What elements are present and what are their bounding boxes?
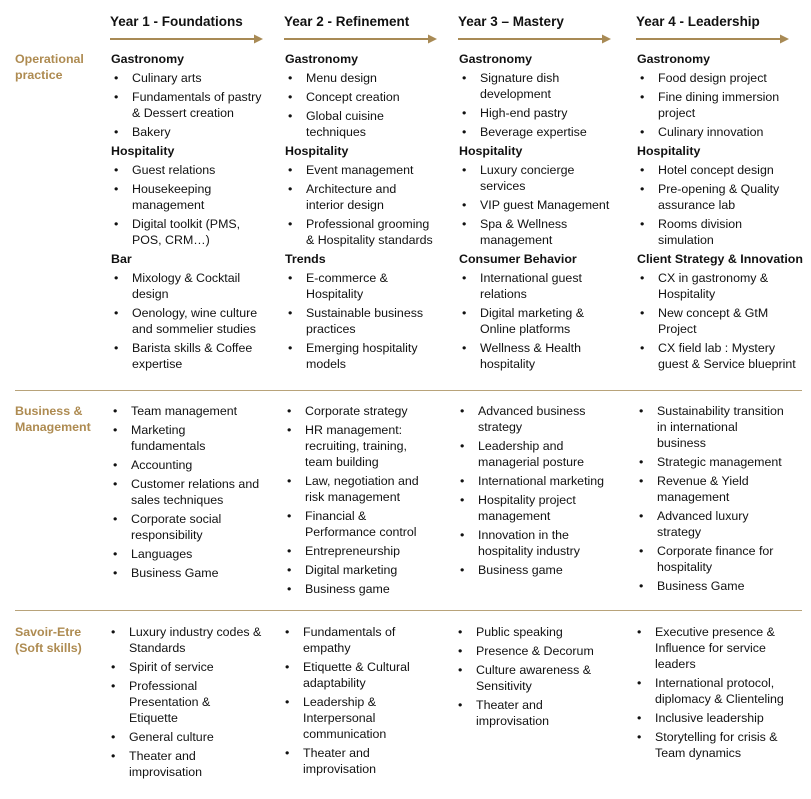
list-item-text: • High-end pastry (480, 106, 568, 120)
year-1-arrow (110, 33, 264, 45)
list-item (634, 675, 808, 707)
list-item-text: Online platforms (480, 322, 571, 336)
section-divider (15, 390, 802, 391)
list-item (457, 473, 627, 489)
list-item (636, 543, 808, 575)
operational-year-4 (637, 51, 809, 375)
list-item-text: expertise (132, 357, 183, 371)
list-item-text: • Business Game (131, 566, 219, 580)
bullet-list (457, 403, 627, 578)
list-item (459, 305, 629, 337)
list-item-text: • Culinary innovation (658, 125, 764, 139)
list-item-text: • Inclusive leadership (655, 711, 764, 725)
list-item-text: • Emerging hospitality (306, 341, 418, 355)
list-item (111, 340, 281, 372)
bullet-list (459, 162, 629, 248)
category-heading: Gastronomy (459, 52, 532, 66)
list-item-text: recruiting, training, (305, 439, 407, 453)
list-item (636, 508, 808, 540)
category-heading: Gastronomy (111, 52, 184, 66)
list-item-text: project (658, 106, 696, 120)
list-item (457, 403, 627, 435)
bullet-list (637, 162, 809, 248)
list-item (457, 438, 627, 470)
list-item-text: improvisation (303, 762, 376, 776)
list-item-text: Influence for service (655, 641, 766, 655)
list-item-text: • Sustainability transition (657, 404, 784, 418)
year-3-heading: Year 3 – Mastery (458, 14, 564, 29)
soft-skills-year-3 (455, 624, 625, 732)
list-item-text: • Fine dining immersion (658, 90, 780, 104)
list-item-text: development (480, 87, 551, 101)
bullet-list (111, 70, 281, 140)
list-item (111, 70, 281, 86)
list-item (282, 624, 452, 656)
list-item-text: Hospitality (306, 287, 364, 301)
list-item-text: • Global cuisine (306, 109, 384, 123)
list-item-text: leaders (655, 657, 696, 671)
category-heading: Bar (111, 252, 132, 266)
list-item (634, 710, 808, 726)
section-divider (15, 610, 802, 611)
list-item (457, 527, 627, 559)
category-heading: Consumer Behavior (459, 252, 577, 266)
list-item-text: • Beverage expertise (480, 125, 587, 139)
list-item-text: • Theater and (303, 746, 370, 760)
list-item-text: • New concept & GtM (658, 306, 769, 320)
list-item-text: • International protocol, (655, 676, 775, 690)
list-item-text: Hospitality (658, 287, 716, 301)
list-item (110, 457, 280, 473)
list-item (111, 162, 281, 178)
list-item-text: • Financial & (305, 509, 367, 523)
list-item (285, 181, 455, 213)
list-item-text: • CX field lab : Mystery (658, 341, 776, 355)
bullet-list (284, 403, 454, 597)
list-item-text: • Marketing (131, 423, 186, 437)
list-item-text: managerial posture (478, 455, 585, 469)
list-item-text: • Corporate social (131, 512, 222, 526)
list-item-text: • Digital toolkit (PMS, (132, 217, 241, 231)
bullet-list (282, 624, 452, 777)
operational-year-1 (111, 51, 281, 375)
list-item (285, 340, 455, 372)
list-item-text: • VIP guest Management (480, 198, 610, 212)
list-item (285, 305, 455, 337)
list-item-text: communication (303, 727, 387, 741)
list-item-text: • Pre-opening & Quality (658, 182, 780, 196)
list-item (637, 305, 809, 337)
list-item (459, 270, 629, 302)
list-item (284, 543, 454, 559)
list-item-text: • E-commerce & (306, 271, 388, 285)
list-item (284, 562, 454, 578)
list-item-text: • Advanced luxury (657, 509, 749, 523)
list-item-text: strategy (478, 420, 523, 434)
list-item (285, 89, 455, 105)
list-item (110, 565, 280, 581)
list-item (282, 659, 452, 691)
list-item-text: management (480, 233, 553, 247)
operational-year-2 (285, 51, 455, 375)
list-item-text: • Fundamentals of (303, 625, 396, 639)
list-item-text: • Architecture and (306, 182, 397, 196)
bullet-list (111, 270, 281, 372)
list-item (111, 89, 281, 121)
list-item (636, 578, 808, 594)
list-item-text: • Storytelling for crisis & (655, 730, 778, 744)
list-item (111, 181, 281, 213)
list-item-text: fundamentals (131, 439, 206, 453)
list-item (110, 511, 280, 543)
year-4-heading: Year 4 - Leadership (636, 14, 760, 29)
list-item-text: • Corporate strategy (305, 404, 408, 418)
list-item-text: • Sustainable business (306, 306, 424, 320)
list-item-text: improvisation (129, 765, 202, 779)
category-heading: Hospitality (111, 144, 175, 158)
list-item (284, 403, 454, 419)
list-item (284, 422, 454, 470)
list-item (108, 748, 280, 780)
list-item-text: strategy (657, 525, 702, 539)
bullet-list (636, 403, 808, 594)
list-item-text: • Presence & Decorum (476, 644, 594, 658)
list-item-text: Interpersonal (303, 711, 376, 725)
list-item-text: diplomacy & Clienteling (655, 692, 784, 706)
list-item-text: Standards (129, 641, 186, 655)
bullet-list (285, 70, 455, 140)
list-item (459, 105, 629, 121)
list-item-text: • Advanced business (478, 404, 586, 418)
list-item (637, 89, 809, 121)
list-item-text: interior design (306, 198, 384, 212)
list-item-text: practices (306, 322, 356, 336)
list-item-text: • Theater and (476, 698, 543, 712)
list-item (108, 678, 280, 726)
business-year-4 (636, 403, 808, 597)
list-item (285, 270, 455, 302)
bullet-list (634, 624, 808, 761)
list-item-text: • International guest (480, 271, 582, 285)
list-item-text: • Signature dish (480, 71, 560, 85)
list-item (111, 305, 281, 337)
list-item (637, 216, 809, 248)
operational-year-3 (459, 51, 629, 375)
list-item (285, 70, 455, 86)
list-item-text: business (657, 436, 706, 450)
list-item-text: Team dynamics (655, 746, 742, 760)
list-item-text: • Barista skills & Coffee (132, 341, 253, 355)
list-item-text: • Spa & Wellness (480, 217, 568, 231)
list-item-text: Presentation & (129, 695, 211, 709)
list-item (285, 108, 455, 140)
list-item-text: • Concept creation (306, 90, 400, 104)
list-item-text: & Dessert creation (132, 106, 234, 120)
year-2-arrow (284, 33, 438, 45)
list-item-text: hospitality (480, 357, 536, 371)
year-4-arrow (636, 33, 790, 45)
list-item-text: • Executive presence & (655, 625, 775, 639)
list-item-text: & Hospitality standards (306, 233, 433, 247)
list-item (634, 624, 808, 672)
list-item (285, 216, 455, 248)
list-item-text: • Business game (305, 582, 390, 596)
list-item-text: • Luxury industry codes & (129, 625, 262, 639)
category-heading: Hospitality (285, 144, 349, 158)
list-item-text: Project (658, 322, 697, 336)
list-item (636, 473, 808, 505)
list-item-text: • Housekeeping (132, 182, 212, 196)
list-item (110, 403, 280, 419)
list-item-text: • Professional grooming (306, 217, 430, 231)
list-item-text: • Professional (129, 679, 198, 693)
list-item (108, 624, 280, 656)
business-year-1 (110, 403, 280, 584)
list-item (108, 659, 280, 675)
list-item-text: • Strategic management (657, 455, 782, 469)
list-item-text: • Corporate finance for (657, 544, 774, 558)
year-1-heading: Year 1 - Foundations (110, 14, 243, 29)
section-label-soft-skills: Savoir-Etre (Soft skills) (15, 625, 82, 655)
list-item-text: guest & Service blueprint (658, 357, 796, 371)
list-item-text: • Spirit of service (129, 660, 214, 674)
list-item (634, 729, 808, 761)
list-item-text: • Business game (478, 563, 563, 577)
list-item-text: • Leadership and (478, 439, 564, 453)
list-item-text: management (657, 490, 730, 504)
soft-skills-year-2 (282, 624, 452, 780)
list-item-text: management (132, 198, 205, 212)
list-item (284, 473, 454, 505)
list-item-text: • Food design project (658, 71, 767, 85)
bullet-list (637, 70, 809, 140)
list-item-text: in international (657, 420, 738, 434)
list-item-text: • Public speaking (476, 625, 563, 639)
list-item-text: hospitality industry (478, 544, 580, 558)
list-item-text: hospitality (657, 560, 713, 574)
list-item-text: • Team management (131, 404, 238, 418)
category-heading: Gastronomy (285, 52, 358, 66)
list-item (459, 124, 629, 140)
list-item-text: and sommelier studies (132, 322, 256, 336)
list-item-text: • General culture (129, 730, 214, 744)
list-item (636, 454, 808, 470)
list-item-text: • Event management (306, 163, 414, 177)
list-item-text: • Revenue & Yield (657, 474, 749, 488)
soft-skills-year-4 (634, 624, 808, 764)
list-item-text: • Entrepreneurship (305, 544, 401, 558)
list-item-text: relations (480, 287, 527, 301)
list-item (455, 624, 625, 640)
list-item (457, 492, 627, 524)
list-item-text: • Languages (131, 547, 193, 561)
list-item-text: • Rooms division (658, 217, 743, 231)
year-3-arrow (458, 33, 612, 45)
list-item (282, 745, 452, 777)
list-item-text: management (478, 509, 551, 523)
list-item (459, 70, 629, 102)
list-item-text: • Law, negotiation and (305, 474, 419, 488)
list-item-text: team building (305, 455, 379, 469)
bullet-list (110, 403, 280, 581)
bullet-list (637, 270, 809, 372)
list-item (455, 662, 625, 694)
list-item (637, 70, 809, 86)
list-item-text: • Mixology & Cocktail (132, 271, 241, 285)
list-item (459, 340, 629, 372)
list-item-text: • Theater and (129, 749, 196, 763)
bullet-list (285, 270, 455, 372)
list-item (111, 124, 281, 140)
list-item (636, 403, 808, 451)
list-item-text: • Culinary arts (132, 71, 202, 85)
list-item-text: • Oenology, wine culture (132, 306, 258, 320)
list-item (110, 546, 280, 562)
list-item (457, 562, 627, 578)
list-item-text: Sensitivity (476, 679, 532, 693)
bullet-list (459, 270, 629, 372)
list-item-text: services (480, 179, 526, 193)
list-item-text: sales techniques (131, 493, 224, 507)
bullet-list (111, 162, 281, 248)
category-heading: Gastronomy (637, 52, 710, 66)
list-item-text: • Menu design (306, 71, 377, 85)
list-item-text: • Hotel concept design (658, 163, 774, 177)
list-item-text: empathy (303, 641, 351, 655)
list-item (285, 162, 455, 178)
list-item (455, 697, 625, 729)
list-item-text: • Guest relations (132, 163, 216, 177)
list-item (459, 162, 629, 194)
list-item (637, 162, 809, 178)
list-item-text: • Luxury concierge (480, 163, 575, 177)
list-item-text: • Hospitality project (478, 493, 576, 507)
category-heading: Client Strategy & Innovation (637, 252, 803, 266)
list-item-text: Etiquette (129, 711, 178, 725)
list-item-text: improvisation (476, 714, 549, 728)
list-item-text: • Innovation in the (478, 528, 569, 542)
list-item-text: • Bakery (132, 125, 171, 139)
list-item (111, 270, 281, 302)
list-item-text: risk management (305, 490, 401, 504)
list-item (637, 340, 809, 372)
list-item-text: • Etiquette & Cultural (303, 660, 410, 674)
category-heading: Trends (285, 252, 326, 266)
list-item (459, 197, 629, 213)
bullet-list (455, 624, 625, 729)
list-item (111, 216, 281, 248)
list-item (110, 422, 280, 454)
list-item-text: POS, CRM…) (132, 233, 210, 247)
list-item-text: • Accounting (131, 458, 193, 472)
list-item-text: • Fundamentals of pastry (132, 90, 262, 104)
list-item-text: design (132, 287, 169, 301)
list-item (284, 508, 454, 540)
list-item-text: • Culture awareness & (476, 663, 592, 677)
list-item (637, 270, 809, 302)
business-year-3 (457, 403, 627, 581)
business-year-2 (284, 403, 454, 600)
section-label-business: Business & Management (15, 404, 91, 434)
list-item (110, 476, 280, 508)
list-item-text: • Wellness & Health (480, 341, 582, 355)
list-item (455, 643, 625, 659)
list-item-text: adaptability (303, 676, 366, 690)
list-item-text: responsibility (131, 528, 203, 542)
list-item (284, 581, 454, 597)
bullet-list (285, 162, 455, 248)
list-item-text: Performance control (305, 525, 417, 539)
year-2-heading: Year 2 - Refinement (284, 14, 410, 29)
list-item-text: simulation (658, 233, 714, 247)
list-item-text: models (306, 357, 346, 371)
list-item (637, 124, 809, 140)
list-item-text: • Digital marketing (305, 563, 398, 577)
list-item-text: • CX in gastronomy & (658, 271, 769, 285)
section-label-operational: Operational practice (15, 52, 84, 82)
bullet-list (108, 624, 280, 780)
list-item (108, 729, 280, 745)
category-heading: Hospitality (637, 144, 701, 158)
list-item (459, 216, 629, 248)
list-item-text: • Customer relations and (131, 477, 260, 491)
soft-skills-year-1 (108, 624, 280, 783)
bullet-list (459, 70, 629, 140)
list-item (637, 181, 809, 213)
list-item-text: • International marketing (478, 474, 605, 488)
list-item-text: techniques (306, 125, 366, 139)
list-item-text: assurance lab (658, 198, 736, 212)
list-item (282, 694, 452, 742)
list-item-text: • Digital marketing & (480, 306, 584, 320)
list-item-text: • Business Game (657, 579, 745, 593)
category-heading: Hospitality (459, 144, 523, 158)
list-item-text: • HR management: (305, 423, 403, 437)
list-item-text: • Leadership & (303, 695, 377, 709)
